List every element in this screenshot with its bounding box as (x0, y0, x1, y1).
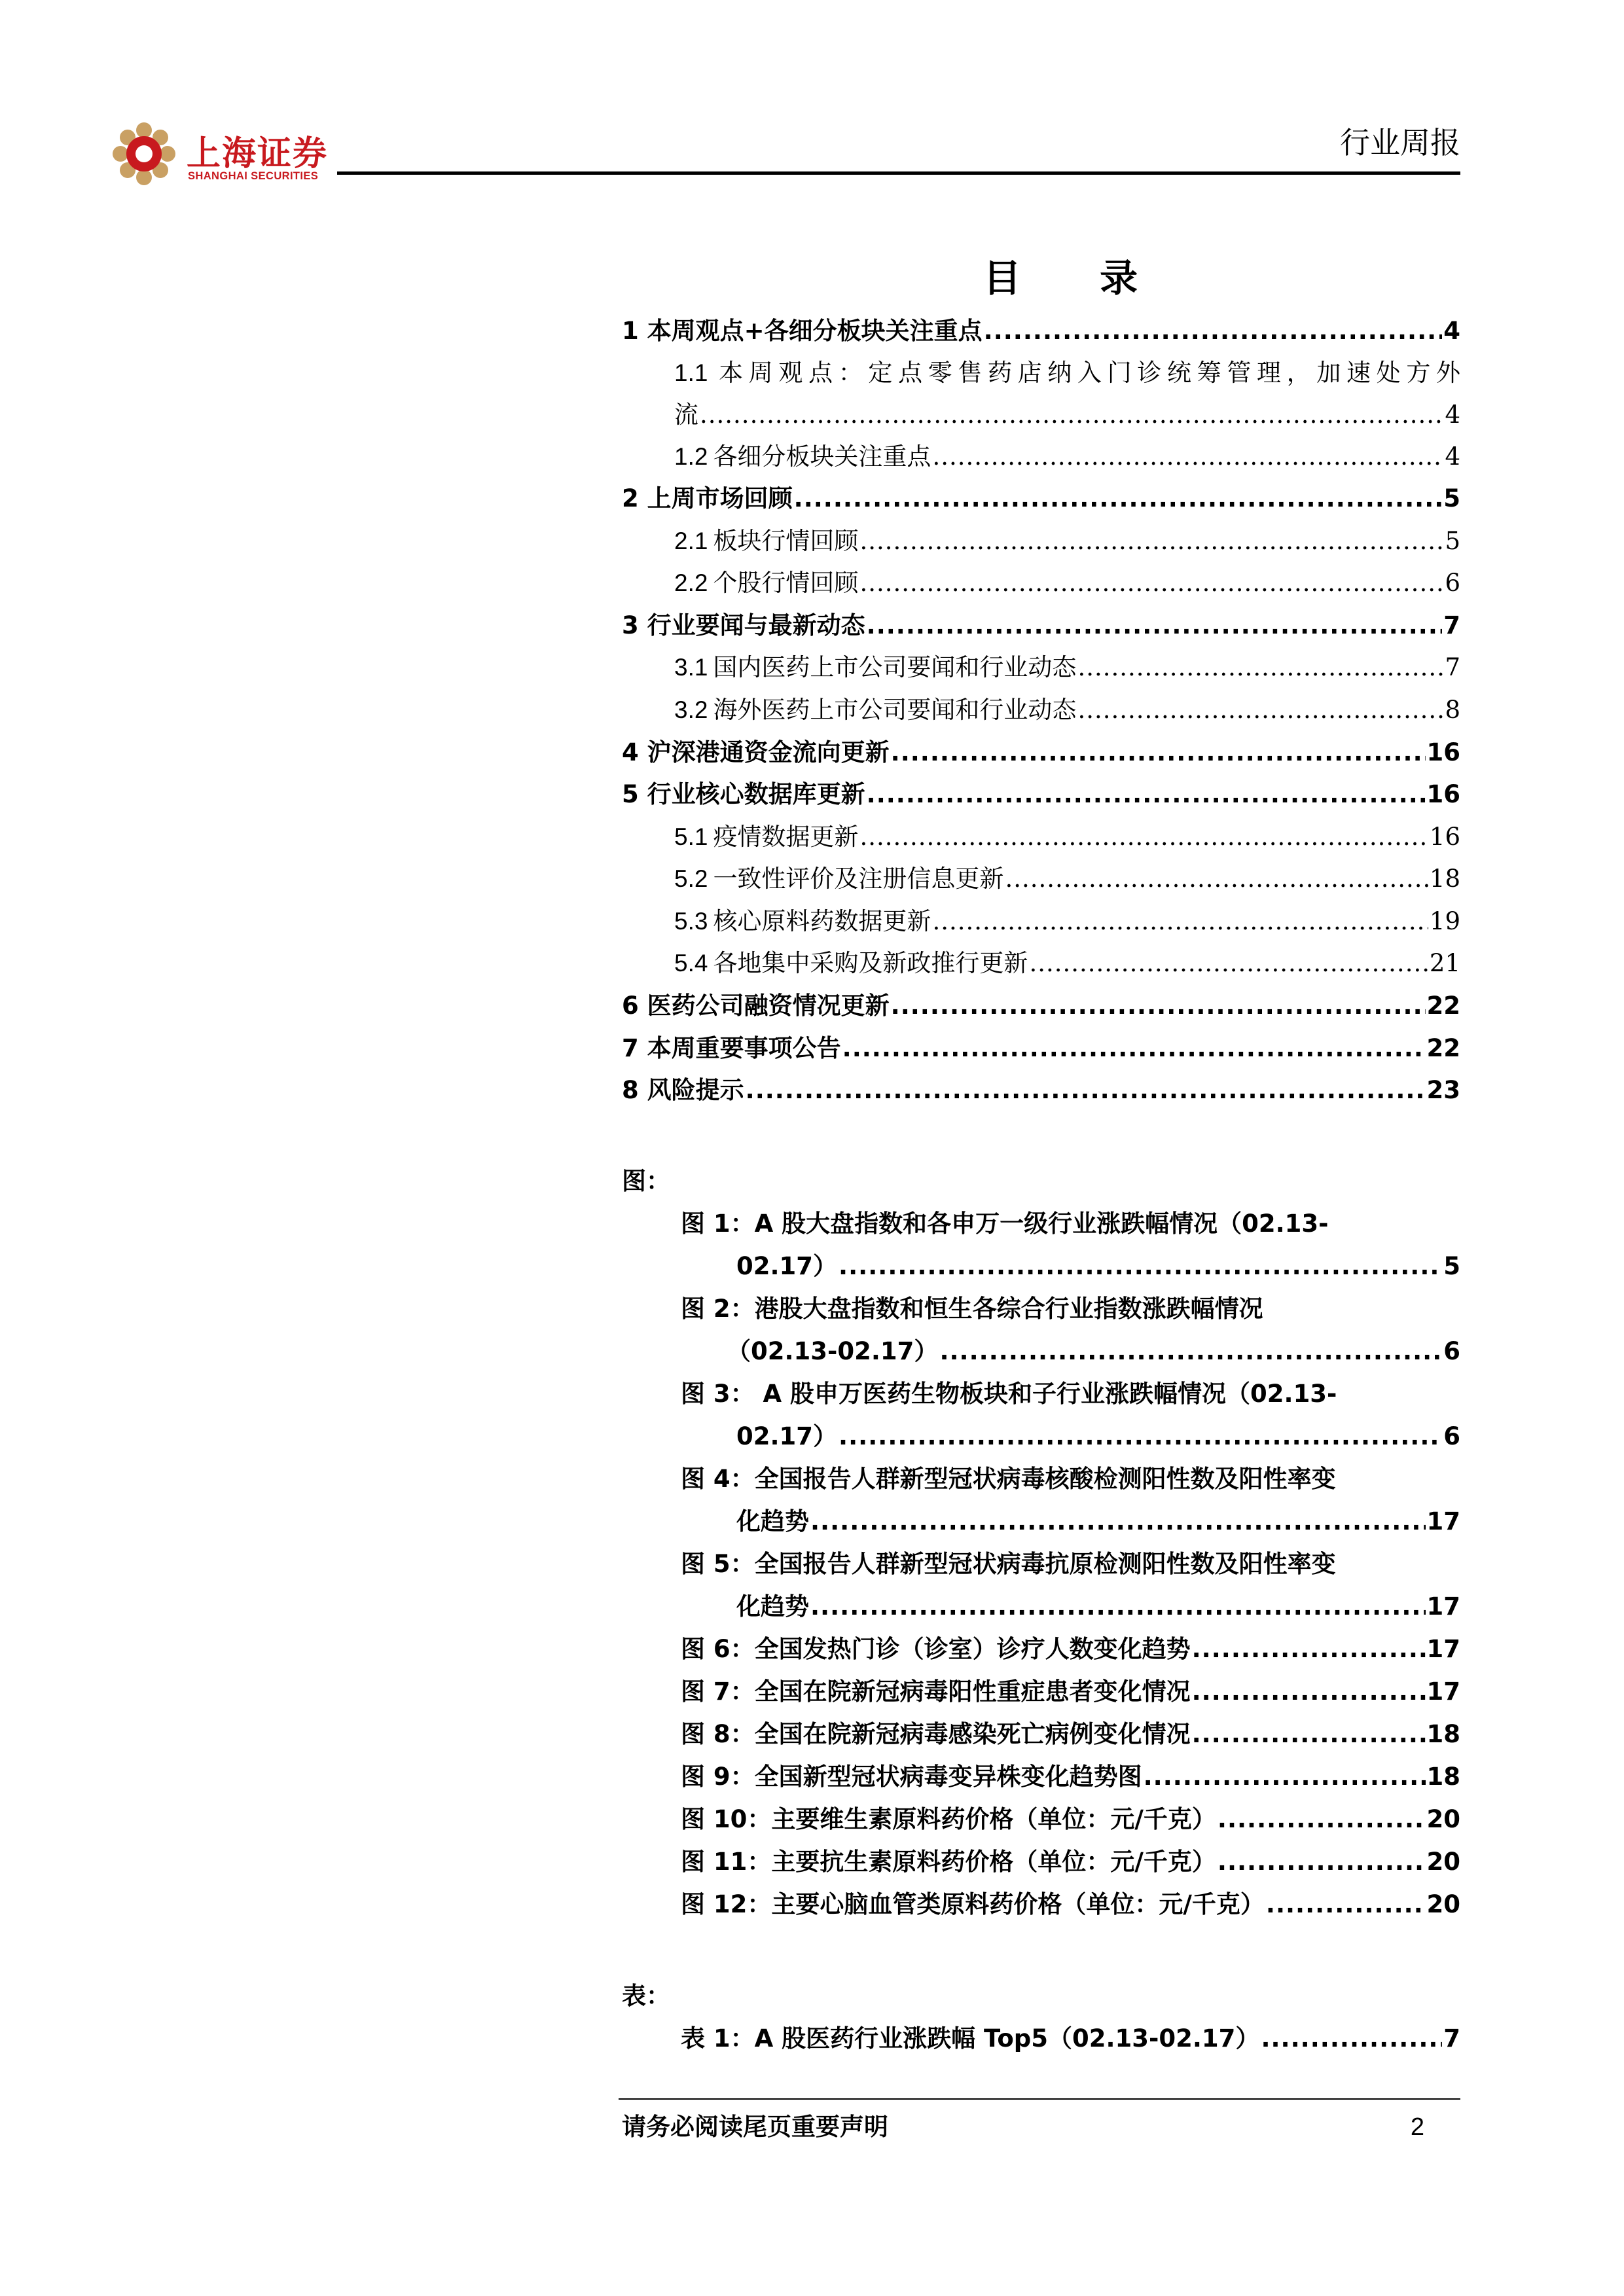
toc-entry-text: 海外医药上市公司要闻和行业动态 (713, 696, 1077, 724)
toc-entry[interactable] (622, 606, 1460, 645)
figure-entry[interactable] (681, 1545, 1460, 1584)
table-entry[interactable] (681, 2019, 1460, 2058)
toc-entry[interactable] (674, 437, 1460, 476)
dot-leader (1218, 1842, 1426, 1882)
toc-entry-text: 5 行业核心数据库更新 (622, 780, 865, 808)
figure-entry-page: 17 (1426, 1592, 1460, 1621)
report-type: 行业周报 (1340, 125, 1460, 160)
dot-leader (891, 733, 1426, 772)
toc-entry-number: 1.1 (674, 359, 708, 386)
dot-leader (1192, 1672, 1426, 1712)
toc-entry[interactable] (622, 986, 1460, 1026)
toc-entry-number: 5.2 (674, 865, 708, 892)
dot-leader (794, 479, 1443, 518)
toc-entry[interactable] (674, 944, 1460, 983)
figures-label: 图： (622, 1167, 670, 1195)
toc-entry-page: 5 (1443, 484, 1460, 512)
figure-entry-page: 18 (1426, 1720, 1460, 1748)
figure-entry-text: 图 11：主要抗生素原料药价格（单位：元/千克） (681, 1848, 1216, 1876)
toc-entry-number: 5.1 (674, 823, 708, 850)
toc-entry-page: 16 (1426, 780, 1460, 808)
dot-leader (891, 986, 1426, 1026)
toc-entry[interactable] (622, 479, 1460, 518)
toc-entry-page: 4 (1443, 317, 1460, 345)
toc-entry-number: 3.1 (674, 654, 708, 681)
dot-leader (839, 1417, 1442, 1456)
toc-entry-page: 21 (1429, 949, 1460, 977)
figure-entry-text: 图 6：全国发热门诊（诊室）诊疗人数变化趋势 (681, 1635, 1191, 1663)
figure-entry-text: 化趋势 (736, 1507, 809, 1535)
toc-entry-page: 16 (1429, 823, 1460, 851)
toc-entry-text: 板块行情回顾 (713, 527, 859, 555)
toc-entry[interactable] (674, 648, 1460, 687)
figure-entry[interactable] (681, 1885, 1460, 1924)
figure-entry-continuation[interactable] (736, 1587, 1460, 1626)
toc-entry[interactable] (674, 817, 1460, 857)
figure-entry-page: 6 (1443, 1337, 1460, 1365)
figure-entry[interactable] (681, 1374, 1460, 1414)
footer-divider (619, 2098, 1460, 2100)
brand-name-en: SHANGHAI SECURITIES (188, 170, 319, 182)
figure-entry-page: 17 (1426, 1635, 1460, 1663)
toc-entry-number: 5.3 (674, 908, 708, 935)
toc-entry-page: 8 (1445, 696, 1460, 724)
toc-entry-text: 7 本周重要事项公告 (622, 1034, 841, 1062)
toc-entry-text: 疫情数据更新 (713, 823, 859, 851)
toc-entry-text: 国内医药上市公司要闻和行业动态 (713, 653, 1077, 681)
table-entry-page: 7 (1443, 2024, 1460, 2053)
figure-entry-page: 20 (1426, 1805, 1460, 1833)
toc-entry-number: 5.4 (674, 950, 708, 977)
toc-entry-continuation[interactable] (674, 395, 1460, 435)
toc-title: 目 录 (983, 256, 1171, 300)
figure-entry-page: 6 (1443, 1422, 1460, 1450)
dot-leader (842, 1029, 1426, 1068)
figure-entry[interactable] (681, 1842, 1460, 1882)
figure-entry-text: 图 10：主要维生素原料药价格（单位：元/千克） (681, 1805, 1216, 1833)
toc-entry-text: 4 沪深港通资金流向更新 (622, 738, 890, 766)
dot-leader (1218, 1800, 1426, 1839)
toc-entry[interactable] (674, 859, 1460, 899)
figure-entry-text: 图 8：全国在院新冠病毒感染死亡病例变化情况 (681, 1720, 1191, 1748)
figure-entry-continuation[interactable] (736, 1417, 1460, 1456)
dot-leader (1266, 1885, 1426, 1924)
dot-leader (1005, 859, 1428, 899)
figure-entry[interactable] (681, 1460, 1460, 1499)
dot-leader (810, 1587, 1426, 1626)
header-divider (337, 171, 1460, 175)
toc-entry[interactable] (622, 775, 1460, 814)
footer-disclaimer: 请务必阅读尾页重要声明 (622, 2113, 888, 2141)
toc-entry-text: 8 风险提示 (622, 1076, 744, 1104)
figure-entry[interactable] (681, 1289, 1460, 1329)
toc-entry-text: 各细分板块关注重点 (713, 442, 931, 471)
figure-entry[interactable] (681, 1672, 1460, 1712)
figure-entry-text: 化趋势 (736, 1592, 809, 1621)
dot-leader (746, 1071, 1426, 1110)
toc-entry-number: 2.1 (674, 528, 708, 554)
toc-entry[interactable] (674, 902, 1460, 941)
dot-leader (839, 1247, 1442, 1286)
dot-leader (932, 437, 1443, 476)
figure-entry[interactable] (681, 1757, 1460, 1797)
toc-entry-page: 22 (1426, 992, 1460, 1020)
toc-entry[interactable] (674, 353, 1460, 393)
figure-entry-text: （02.13-02.17） (727, 1337, 939, 1365)
figure-entry-continuation[interactable] (736, 1247, 1460, 1286)
figure-entry-page: 17 (1426, 1507, 1460, 1535)
figure-entry-text: 图 2：港股大盘指数和恒生各综合行业指数涨跌幅情况 (681, 1295, 1263, 1323)
dot-leader (1077, 691, 1443, 730)
toc-entry[interactable] (674, 564, 1460, 603)
toc-entry[interactable] (674, 522, 1460, 561)
toc-entry-text: 3 行业要闻与最新动态 (622, 611, 865, 639)
figure-entry-text: 图 7：全国在院新冠病毒阳性重症患者变化情况 (681, 1677, 1191, 1706)
dot-leader (1261, 2019, 1442, 2058)
figure-entry[interactable] (681, 1630, 1460, 1669)
toc-entry-page: 23 (1426, 1076, 1460, 1104)
figure-entry[interactable] (681, 1800, 1460, 1839)
toc-entry-text: 流 (674, 401, 698, 429)
dot-leader (859, 564, 1443, 603)
toc-entry[interactable] (622, 312, 1460, 351)
toc-entry-page: 19 (1429, 907, 1460, 935)
brand-name: 上海证券 (187, 134, 329, 173)
toc-entry-page: 7 (1443, 611, 1460, 639)
toc-entry-page: 4 (1445, 442, 1460, 471)
figure-entry-page: 20 (1426, 1890, 1460, 1918)
toc-entry-text: 核心原料药数据更新 (713, 907, 931, 935)
toc-entry[interactable] (674, 691, 1460, 730)
toc-entry-page: 22 (1426, 1034, 1460, 1062)
toc-entry-text: 一致性评价及注册信息更新 (713, 865, 1004, 893)
dot-leader (867, 606, 1443, 645)
toc-entry-page: 4 (1445, 401, 1460, 429)
dot-leader (700, 395, 1443, 435)
table-entry-text: 表 1：A 股医药行业涨跌幅 Top5（02.13-02.17） (681, 2024, 1260, 2053)
dot-leader (1077, 648, 1443, 687)
toc-entry[interactable] (622, 733, 1460, 772)
dot-leader (810, 1502, 1426, 1541)
toc-entry-page: 16 (1426, 738, 1460, 766)
figure-entry[interactable] (681, 1715, 1460, 1754)
toc-entry-page: 7 (1445, 653, 1460, 681)
toc-entry-page: 18 (1429, 865, 1460, 893)
brand-logo-icon (111, 121, 177, 187)
dot-leader (867, 775, 1426, 814)
dot-leader (859, 522, 1443, 561)
figure-entry-text: 图 1：A 股大盘指数和各申万一级行业涨跌幅情况（02.13- (681, 1210, 1329, 1238)
dot-leader (1029, 944, 1428, 983)
toc-entry-number: 2.2 (674, 569, 708, 596)
toc-entry-text: 个股行情回顾 (713, 569, 859, 597)
toc-entry-text: 各地集中采购及新政推行更新 (713, 949, 1028, 977)
toc-entry-number: 3.2 (674, 696, 708, 723)
toc-entry-text: 2 上周市场回顾 (622, 484, 793, 512)
toc-entry-number: 1.2 (674, 443, 708, 470)
figure-entry[interactable] (681, 1204, 1460, 1244)
toc-entry[interactable] (622, 1029, 1460, 1068)
dot-leader (1192, 1715, 1426, 1754)
figure-entry-text: 图 9：全国新型冠状病毒变异株变化趋势图 (681, 1763, 1142, 1791)
dot-leader (932, 902, 1428, 941)
figure-entry-continuation[interactable] (736, 1502, 1460, 1541)
figure-entry-continuation[interactable] (727, 1332, 1460, 1371)
figure-entry-text: 图 4：全国报告人群新型冠状病毒核酸检测阳性数及阳性率变 (681, 1465, 1336, 1493)
figure-entry-text: 图 5：全国报告人群新型冠状病毒抗原检测阳性数及阳性率变 (681, 1550, 1336, 1578)
figure-entry-text: 图 3： A 股申万医药生物板块和子行业涨跌幅情况（02.13- (681, 1380, 1337, 1408)
toc-entry-text: 本周观点：定点零售药店纳入门诊统筹管理，加速处方外 (713, 359, 1460, 387)
toc-entry-page: 5 (1445, 527, 1460, 555)
toc-entry-text: 1 本周观点+各细分板块关注重点 (622, 317, 983, 345)
tables-label: 表： (622, 1982, 670, 2010)
figure-entry-page: 18 (1426, 1763, 1460, 1791)
figure-entry-page: 5 (1443, 1252, 1460, 1280)
figure-entry-text: 02.17） (736, 1422, 838, 1450)
dot-leader (1144, 1757, 1426, 1797)
toc-entry-page: 6 (1445, 569, 1460, 597)
dot-leader (939, 1332, 1442, 1371)
figure-entry-page: 20 (1426, 1848, 1460, 1876)
dot-leader (984, 312, 1443, 351)
figure-entry-text: 图 12：主要心脑血管类原料药价格（单位：元/千克） (681, 1890, 1265, 1918)
dot-leader (859, 817, 1428, 857)
dot-leader (1192, 1630, 1426, 1669)
page-number: 2 (1410, 2113, 1424, 2141)
toc-entry-text: 6 医药公司融资情况更新 (622, 992, 890, 1020)
figure-entry-text: 02.17） (736, 1252, 838, 1280)
figure-entry-page: 17 (1426, 1677, 1460, 1706)
toc-entry[interactable] (622, 1071, 1460, 1110)
